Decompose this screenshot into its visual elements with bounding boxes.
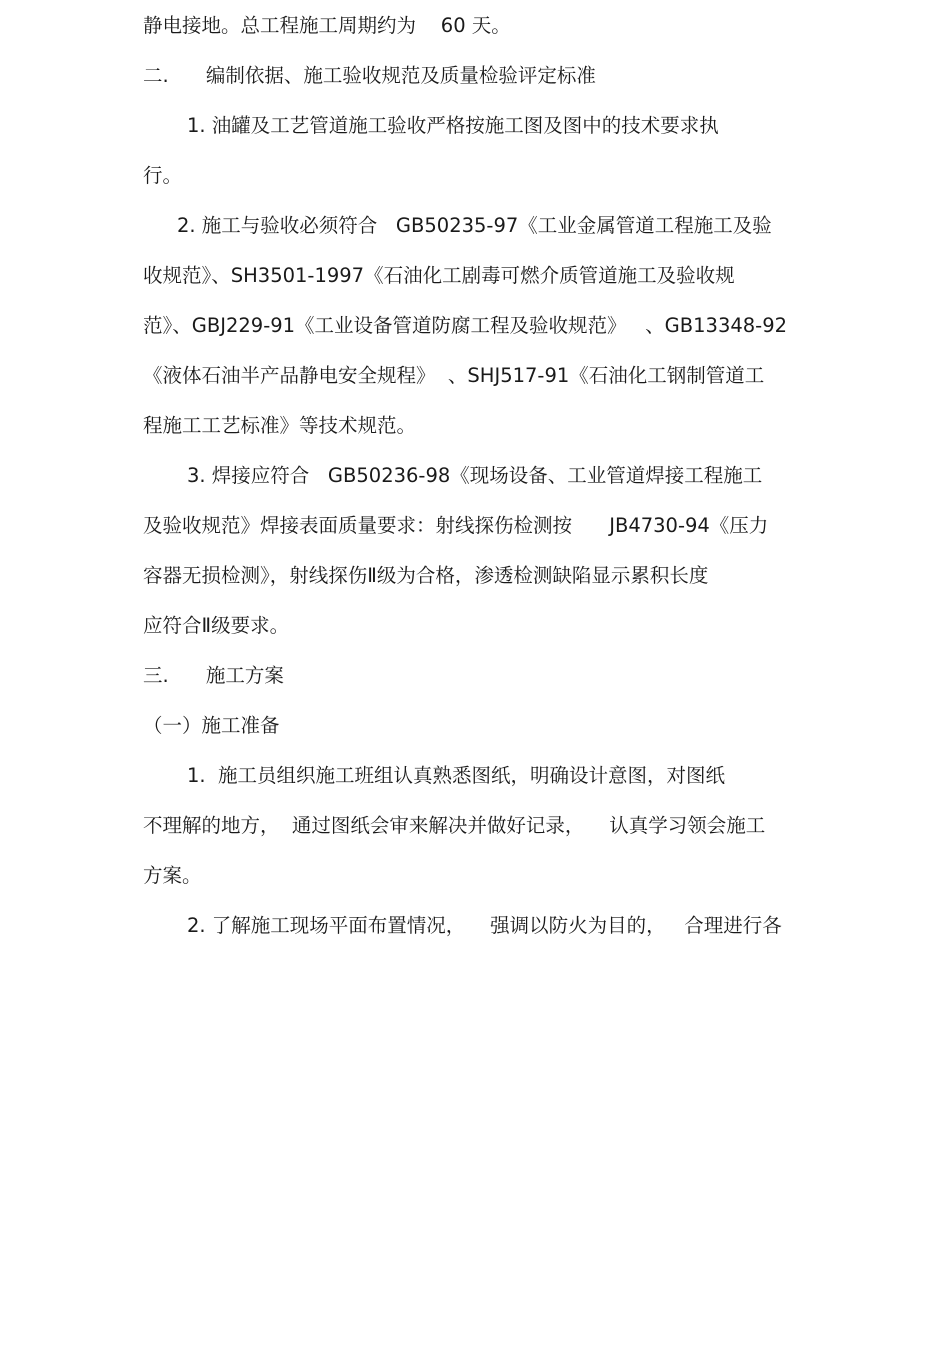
text-line: 2. 施工与验收必须符合 GB50235-97《工业金属管道工程施工及验 xyxy=(177,214,772,237)
text-line: 2. 了解施工现场平面布置情况， 强调以防火为目的， 合理进行各 xyxy=(187,914,782,937)
section-heading-3: 三. 施工方案 xyxy=(143,664,284,687)
text-line: 行。 xyxy=(143,164,183,187)
text-line: 1. 油罐及工艺管道施工验收严格按施工图及图中的技术要求执 xyxy=(187,114,719,137)
subsection-heading: （一）施工准备 xyxy=(143,714,280,737)
section-heading-2: 二. 编制依据、施工验收规范及质量检验评定标准 xyxy=(143,64,596,87)
text-line: 应符合Ⅱ级要求。 xyxy=(143,614,290,637)
text-line: 及验收规范》焊接表面质量要求：射线探伤检测按 JB4730-94《压力 xyxy=(143,514,769,537)
text-line: 不理解的地方， 通过图纸会审来解决并做好记录， 认真学习领会施工 xyxy=(143,814,766,837)
text-line: 静电接地。总工程施工周期约为 60 天。 xyxy=(143,14,511,37)
text-line: 容器无损检测》，射线探伤Ⅱ级为合格，渗透检测缺陷显示累积长度 xyxy=(143,564,709,587)
text-line: 收规范》、SH3501-1997《石油化工剧毒可燃介质管道施工及验收规 xyxy=(143,264,735,287)
text-line: 《液体石油半产品静电安全规程》 、SHJ517-91《石油化工钢制管道工 xyxy=(143,364,765,387)
text-line: 范》、GBJ229-91《工业设备管道防腐工程及验收规范》 、GB13348-92 xyxy=(143,314,788,337)
text-line: 程施工工艺标准》等技术规范。 xyxy=(143,414,417,437)
text-line: 方案。 xyxy=(143,864,202,887)
text-line: 3. 焊接应符合 GB50236-98《现场设备、工业管道焊接工程施工 xyxy=(187,464,763,487)
text-line: 1. 施工员组织施工班组认真熟悉图纸，明确设计意图，对图纸 xyxy=(187,764,726,787)
